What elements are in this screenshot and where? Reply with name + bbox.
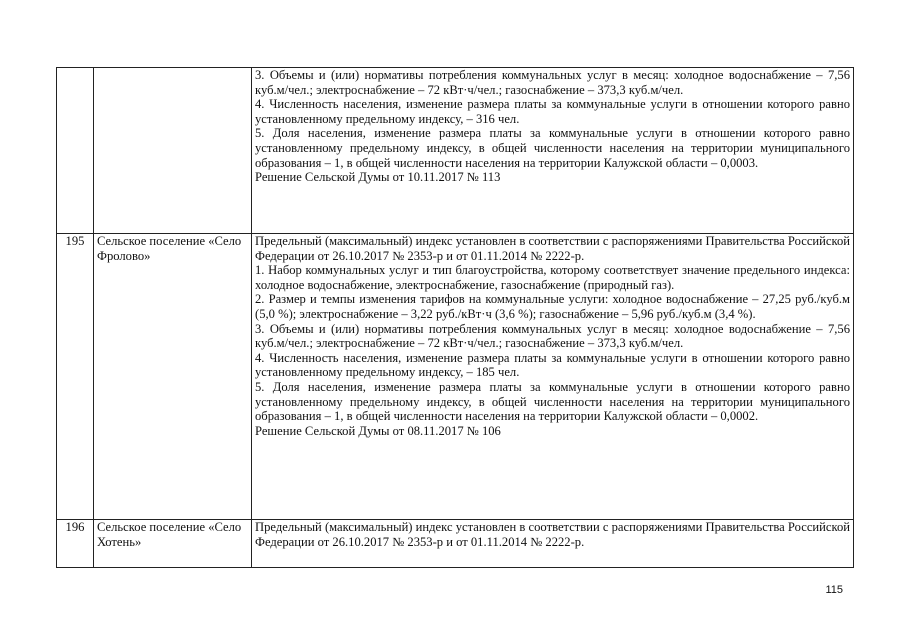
description-paragraph: 3. Объемы и (или) нормативы потребления коммунальных услуг в месяц: холодное водоснабжение – 7,56 куб.м/чел.; электроснабжение – 72 кВт·ч/чел.; газоснабжение – 373,3 куб.м/чел. [255,321,850,351]
description-paragraph: 1. Набор коммунальных услуг и тип благоустройства, которому соответствует значение предельного индекса: холодное водоснабжение, электроснабжение, газоснабжение (природный газ). [255,263,850,292]
regulation-table [56,67,854,568]
description-paragraph: 5. Доля населения, изменение размера платы за коммунальные услуги в отношении которого равно установленному предельному индексу, в общей численности населения на территории муниципального образования – 1, в общей численности населения на территории Калужской области – 0,0003. [255,126,850,170]
municipality-name-cell: Сельское поселение «Село Хотень» [94,520,252,568]
municipality-name-cell: Сельское поселение «Село Фролово» [94,234,252,520]
description-cell [252,68,854,234]
row-number-cell: 195 [57,234,94,520]
table-row [57,520,854,568]
description-paragraph: 2. Размер и темпы изменения тарифов на коммунальные услуги: холодное водоснабжение – 27,25 руб./куб.м (5,0 %); электроснабжение – 3,22 руб./кВт·ч (3,6 %); газоснабжение – 5,96 руб./куб.м (3,4 %). [255,292,850,321]
description-paragraph: Предельный (максимальный) индекс установлен в соответствии с распоряжениями Правительства Российской Федерации от 26.10.2017 № 2353-р и от 01.11.2014 № 2222-р. [255,520,850,549]
description-paragraph: 4. Численность населения, изменение размера платы за коммунальные услуги в отношении которого равно установленному предельному индексу, – 316 чел. [255,97,850,126]
municipality-name-cell [94,68,252,234]
description-paragraph: Предельный (максимальный) индекс установлен в соответствии с распоряжениями Правительства Российской Федерации от 26.10.2017 № 2353-р и от 01.11.2014 № 2222-р. [255,234,850,263]
description-paragraph: 5. Доля населения, изменение размера платы за коммунальные услуги в отношении которого равно установленному предельному индексу, в общей численности населения на территории муниципального образования – 1, в общей численности населения на территории Калужской области – 0,0002. [255,379,850,424]
row-number-cell [57,68,94,234]
description-cell [252,520,854,568]
decision-reference: Решение Сельской Думы от 10.11.2017 № 113 [255,170,501,185]
table-row [57,68,854,234]
page-number: 115 [825,584,843,596]
decision-reference: Решение Сельской Думы от 08.11.2017 № 106 [255,423,501,438]
description-cell [252,234,854,520]
row-number-cell: 196 [57,520,94,568]
table-row [57,234,854,520]
description-paragraph: 4. Численность населения, изменение размера платы за коммунальные услуги в отношении которого равно установленному предельному индексу, – 185 чел. [255,350,850,380]
description-paragraph: 3. Объемы и (или) нормативы потребления коммунальных услуг в месяц: холодное водоснабжение – 7,56 куб.м/чел.; электроснабжение – 72 кВт·ч/чел.; газоснабжение – 373,3 куб.м/чел. [255,68,850,97]
